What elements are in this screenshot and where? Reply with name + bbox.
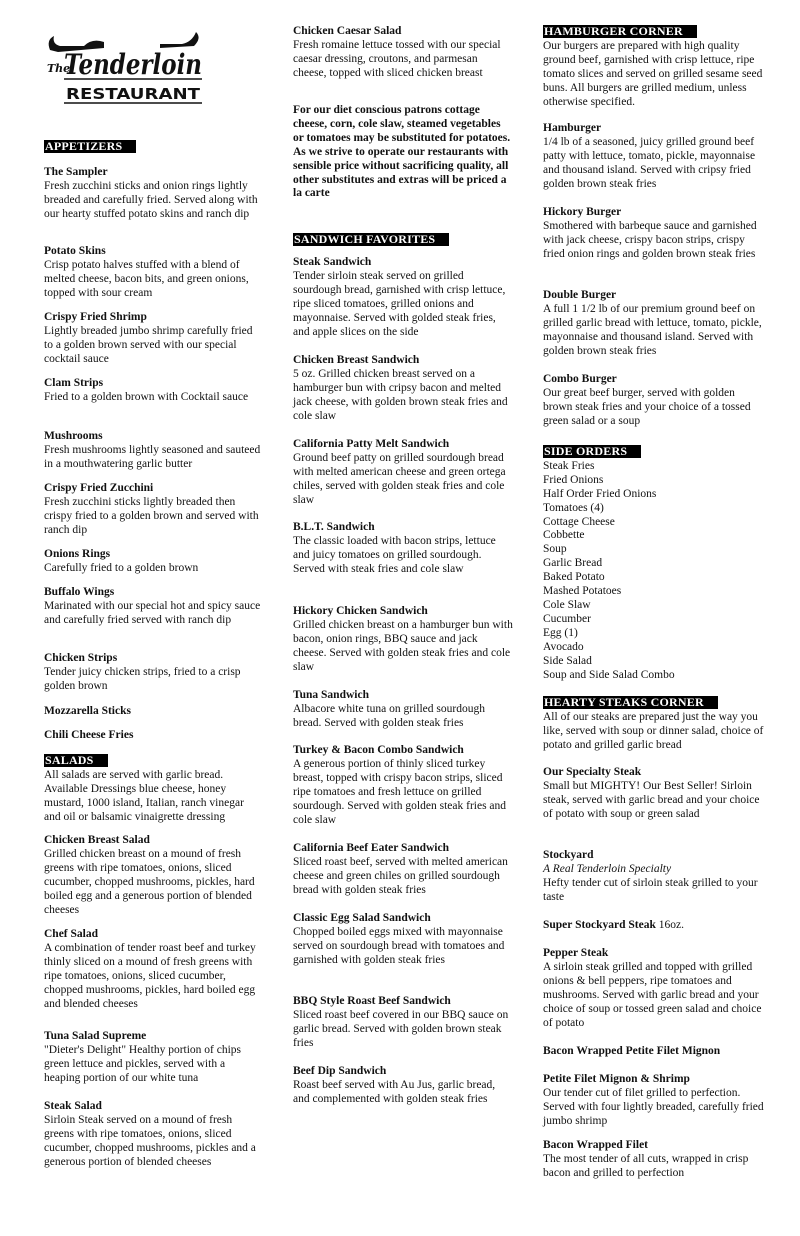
item-desc: Grilled chicken breast on a mound of fresh greens with ripe tomatoes, onions, sliced cucumber, chopped mushrooms, pickles, hard boiled egg and a generous portion of blended cheeses bbox=[44, 847, 255, 916]
menu-item bbox=[543, 766, 765, 822]
item-name: Steak Sandwich bbox=[293, 256, 372, 268]
side-item: Soup and Side Salad Combo bbox=[543, 668, 675, 681]
menu-item bbox=[44, 928, 262, 1011]
menu-item bbox=[44, 652, 262, 694]
item-desc: 1/4 lb of a seasoned, juicy grilled ground beef patty with lettuce, tomato, pickle, mayonnaise and thousand island. Served with cripsy fried golden brown steak fries bbox=[543, 135, 756, 190]
steaks-intro: All of our steaks are prepared just the way you like, served with soup or dinner salad, choice of potato and grilled garlic bread bbox=[543, 710, 764, 751]
item-desc: Sliced roast beef covered in our BBQ sauce on garlic bread. Served with golden brown steak fries bbox=[293, 1008, 509, 1049]
item-name: Hickory Burger bbox=[543, 206, 622, 218]
item-desc: Our tender cut of filet grilled to perfection. Served with four lightly breaded, carefully fried jumbo shrimp bbox=[543, 1086, 764, 1127]
menu-item bbox=[44, 377, 262, 405]
menu-item bbox=[543, 289, 765, 359]
item-name: Petite Filet Mignon & Shrimp bbox=[543, 1073, 690, 1085]
hamburgers-section bbox=[543, 25, 765, 109]
salads-header: SALADS bbox=[44, 754, 108, 767]
side-item: Soup bbox=[543, 543, 567, 556]
item-desc: Tender sirloin steak served on grilled sourdough bread, garnished with crisp lettuce, ripe sliced tomatoes, grilled onions and mayonnaise. Served with golded steak fries, and apple slices on the side bbox=[293, 269, 506, 338]
menu-item bbox=[543, 373, 765, 429]
item-name: Tuna Salad Supreme bbox=[44, 1030, 147, 1042]
side-item: Garlic Bread bbox=[543, 557, 603, 570]
item-name: Potato Skins bbox=[44, 245, 106, 257]
item-name: Beef Dip Sandwich bbox=[293, 1065, 387, 1077]
item-desc: A sirloin steak grilled and topped with grilled onions & bell peppers, ripe tomatoes and mushrooms. Served with garlic bread and your choice of soup or tossed green salad and choice of potato bbox=[543, 960, 762, 1029]
item-name: Mushrooms bbox=[44, 430, 103, 442]
menu-item bbox=[293, 256, 513, 339]
item-desc: Fresh mushrooms lightly seasoned and sauteed in a mouthwatering garlic butter bbox=[44, 443, 261, 470]
item-name: Mozzarella Sticks bbox=[44, 705, 131, 717]
item-desc: Chopped boiled eggs mixed with mayonnaise served on sourdough bread with tomatoes and garnished with golden steak fries bbox=[293, 925, 505, 966]
sandwiches-section bbox=[293, 233, 513, 248]
item-desc: Fresh zucchini sticks and onion rings lightly breaded and carefully fried. Served along with our hearty stuffed potato skins and ranch dip bbox=[44, 179, 258, 220]
menu-item bbox=[293, 1065, 513, 1107]
item-name: Chicken Breast Sandwich bbox=[293, 354, 420, 366]
menu-item bbox=[44, 430, 262, 472]
item-desc: "Dieter's Delight" Healthy portion of chips green lettuce and pickles, served with a heaping portion of our white tuna bbox=[44, 1043, 242, 1084]
item-name: Buffalo Wings bbox=[44, 586, 115, 598]
menu-item bbox=[293, 689, 513, 731]
item-desc: A generous portion of thinly sliced turkey breast, topped with crispy bacon strips, sliced ripe tomatoes and fresh lettuce on grilled sourdough. Served with golden steak fries and cole slaw bbox=[293, 757, 507, 826]
menu-item bbox=[44, 548, 262, 576]
item-name: Super Stockyard Steak bbox=[543, 919, 656, 931]
item-name: Clam Strips bbox=[44, 377, 104, 389]
item-desc: The classic loaded with bacon strips, lettuce and juicy tomatoes on grilled sourdough. Served with steak fries and cole slaw bbox=[293, 534, 496, 575]
item-desc: Hefty tender cut of sirloin steak grilled to your taste bbox=[543, 876, 758, 903]
item-name: Our Specialty Steak bbox=[543, 766, 642, 778]
menu-item bbox=[543, 1073, 765, 1129]
steaks-section bbox=[543, 696, 765, 753]
item-name: Turkey & Bacon Combo Sandwich bbox=[293, 744, 464, 756]
side-item: Side Salad bbox=[543, 654, 592, 667]
item-desc: Small but MIGHTY! Our Best Seller! Sirloin steak, served with garlic bread and your choice of potato with soup or green salad bbox=[543, 779, 760, 820]
item-desc: Tender juicy chicken strips, fried to a crisp golden brown bbox=[44, 665, 241, 692]
item-name: B.L.T. Sandwich bbox=[293, 521, 375, 533]
menu-item bbox=[44, 245, 262, 301]
item-name: Chicken Strips bbox=[44, 652, 118, 664]
menu-item bbox=[44, 1100, 262, 1170]
item-desc: Sliced roast beef, served with melted american cheese and green chiles on grilled sourdough bread with golden steak fries bbox=[293, 855, 508, 896]
menu-item bbox=[543, 122, 765, 192]
item-name: Bacon Wrapped Petite Filet Mignon bbox=[543, 1045, 721, 1057]
item-name: Onions Rings bbox=[44, 548, 111, 560]
logo-word-tenderloin: Tenderloin bbox=[64, 48, 202, 81]
hamburgers-header: HAMBURGER CORNER bbox=[543, 25, 697, 38]
menu-item bbox=[44, 729, 262, 743]
side-item: Avocado bbox=[543, 640, 584, 653]
item-name: Crispy Fried Shrimp bbox=[44, 311, 147, 323]
item-name: Classic Egg Salad Sandwich bbox=[293, 912, 431, 924]
item-desc: Fresh romaine lettuce tossed with our special caesar dressing, croutons, and parmesan cheese, topped with sliced chicken breast bbox=[293, 38, 501, 79]
appetizers-header: APPETIZERS bbox=[44, 140, 136, 153]
item-desc: Fresh zucchini sticks lightly breaded then crispy fried to a golden brown and served with ranch dip bbox=[44, 495, 259, 536]
menu-item bbox=[44, 586, 262, 628]
menu-item bbox=[293, 912, 513, 968]
menu-item bbox=[44, 834, 262, 917]
item-name: Hickory Chicken Sandwich bbox=[293, 605, 428, 617]
menu-item bbox=[293, 438, 513, 508]
menu-item bbox=[293, 605, 513, 675]
menu-item bbox=[44, 705, 262, 719]
item-name: Chili Cheese Fries bbox=[44, 729, 134, 741]
side-item: Mashed Potatoes bbox=[543, 585, 622, 598]
item-desc: Crisp potato halves stuffed with a blend of melted cheese, bacon bits, and green onions, topped with sour cream bbox=[44, 258, 249, 299]
item-desc: Fried to a golden brown with Cocktail sauce bbox=[44, 390, 249, 403]
item-desc: Lightly breaded jumbo shrimp carefully fried to a golden brown served with our special cocktail sauce bbox=[44, 324, 253, 365]
item-desc: Sirloin Steak served on a mound of fresh greens with ripe tomatoes, onions, sliced cucumber, chopped mushrooms, pickles and a generous portion of blended cheeses bbox=[44, 1113, 256, 1168]
steaks-header: HEARTY STEAKS CORNER bbox=[543, 696, 718, 709]
item-name: Chicken Caesar Salad bbox=[293, 25, 402, 37]
menu-item bbox=[543, 206, 765, 262]
side-item: Egg (1) bbox=[543, 626, 578, 639]
menu-item bbox=[293, 521, 513, 577]
item-tagline: A Real Tenderloin Specialty bbox=[543, 862, 672, 875]
item-desc: A full 1 1/2 lb of our premium ground beef on grilled garlic bread with lettuce, tomato, pickle, mayonnaise and thousand island. Served with golden brown steak fries bbox=[543, 302, 762, 357]
item-desc: Roast beef served with Au Jus, garlic bread, and complemented with golden steak fries bbox=[293, 1078, 496, 1105]
side-item: Fried Onions bbox=[543, 473, 604, 486]
item-name: Chicken Breast Salad bbox=[44, 834, 150, 846]
side-item: Cottage Cheese bbox=[543, 515, 615, 528]
side-item: Cole Slaw bbox=[543, 598, 591, 611]
item-name: Pepper Steak bbox=[543, 947, 609, 959]
item-name: Crispy Fried Zucchini bbox=[44, 482, 154, 494]
logo-word-the: The bbox=[47, 62, 71, 75]
item-name: Combo Burger bbox=[543, 373, 617, 385]
menu-item bbox=[543, 849, 765, 905]
diet-note: For our diet conscious patrons cottage cheese, corn, cole slaw, steamed vegetables or tomatoes may be substituted for potatoes. As we strive to operate our restaurants with sensible price without sacrificing quality, all other substitutes and extras will be priced a la carte bbox=[293, 104, 511, 200]
item-name: Steak Salad bbox=[44, 1100, 102, 1112]
item-name: Tuna Sandwich bbox=[293, 689, 369, 701]
item-name: Bacon Wrapped Filet bbox=[543, 1139, 648, 1151]
menu-item bbox=[44, 166, 262, 222]
menu-item bbox=[293, 995, 513, 1051]
menu-item bbox=[293, 25, 513, 81]
menu-item bbox=[543, 947, 765, 1030]
item-name: Chef Salad bbox=[44, 928, 98, 940]
item-size: 16oz. bbox=[655, 919, 684, 931]
item-name: The Sampler bbox=[44, 166, 108, 178]
side-item: Steak Fries bbox=[543, 459, 595, 472]
item-name: California Patty Melt Sandwich bbox=[293, 438, 450, 450]
logo-word-restaurant: RESTAURANT bbox=[66, 85, 201, 103]
item-desc: Marinated with our special hot and spicy sauce and carefully fried served with ranch dip bbox=[44, 599, 261, 626]
menu-item bbox=[543, 1139, 765, 1181]
menu-item bbox=[44, 1030, 262, 1086]
side-item: Half Order Fried Onions bbox=[543, 487, 657, 500]
sides-header: SIDE ORDERS bbox=[543, 445, 641, 458]
item-desc: Grilled chicken breast on a hamburger bun with bacon, onion rings, BBQ sauce and jack cheese. Served with golden steak fries and cole slaw bbox=[293, 618, 513, 673]
salads-section bbox=[44, 754, 262, 825]
item-desc: The most tender of all cuts, wrapped in crisp bacon and grilled to perfection bbox=[543, 1152, 749, 1179]
item-desc: Albacore white tuna on grilled sourdough bread. Served with golden steak fries bbox=[293, 702, 485, 729]
hamburgers-intro: Our burgers are prepared with high quality ground beef, garnished with crisp lettuce, ripe tomato slices and served on grilled sesame seed buns. All burgers are grilled medium, unless otherwise specified. bbox=[543, 39, 763, 108]
side-item: Tomatoes (4) bbox=[543, 501, 604, 514]
sides-section bbox=[543, 445, 765, 682]
side-item: Cucumber bbox=[543, 612, 591, 625]
item-desc: A combination of tender roast beef and turkey thinly sliced on a mound of fresh greens with ripe tomatoes, onions, sliced cucumber, chopped mushrooms, pickles, hard boiled egg and blended cheeses bbox=[44, 941, 256, 1010]
menu-item bbox=[44, 482, 262, 538]
sandwiches-header: SANDWICH FAVORITES bbox=[293, 233, 449, 246]
item-desc: Carefully fried to a golden brown bbox=[44, 561, 199, 574]
item-desc: Smothered with barbeque sauce and garnished with jack cheese, crispy bacon strips, crispy fried onion rings and golden brown steak fries bbox=[543, 219, 757, 260]
menu-item bbox=[293, 744, 513, 827]
salads-intro: All salads are served with garlic bread. Available Dressings blue cheese, honey mustard, 1000 island, Italian, ranch vinegar and oil or balsamic vinaigrette dressing bbox=[44, 768, 244, 823]
item-name: BBQ Style Roast Beef Sandwich bbox=[293, 995, 451, 1007]
item-name: Hamburger bbox=[543, 122, 602, 134]
appetizers-section bbox=[44, 140, 262, 155]
menu-item bbox=[44, 311, 262, 367]
side-item: Cobbette bbox=[543, 529, 585, 542]
menu-item bbox=[293, 354, 513, 424]
item-name: Stockyard bbox=[543, 849, 594, 861]
item-desc: 5 oz. Grilled chicken breast served on a hamburger bun with cripsy bacon and melted jack cheese, with golden brown steak fries and cole slaw bbox=[293, 367, 508, 422]
item-name: California Beef Eater Sandwich bbox=[293, 842, 449, 854]
item-name: Double Burger bbox=[543, 289, 617, 301]
side-item: Baked Potato bbox=[543, 571, 605, 584]
menu-item bbox=[293, 842, 513, 898]
item-desc: Our great beef burger, served with golden brown steak fries and your choice of a tossed green salad or a soup bbox=[543, 386, 751, 427]
menu-item bbox=[543, 1045, 765, 1059]
menu-item bbox=[543, 919, 765, 933]
restaurant-logo bbox=[44, 26, 204, 106]
item-desc: Ground beef patty on grilled sourdough bread with melted american cheese and green ortega chiles, served with golden steak fries and cole slaw bbox=[293, 451, 506, 506]
